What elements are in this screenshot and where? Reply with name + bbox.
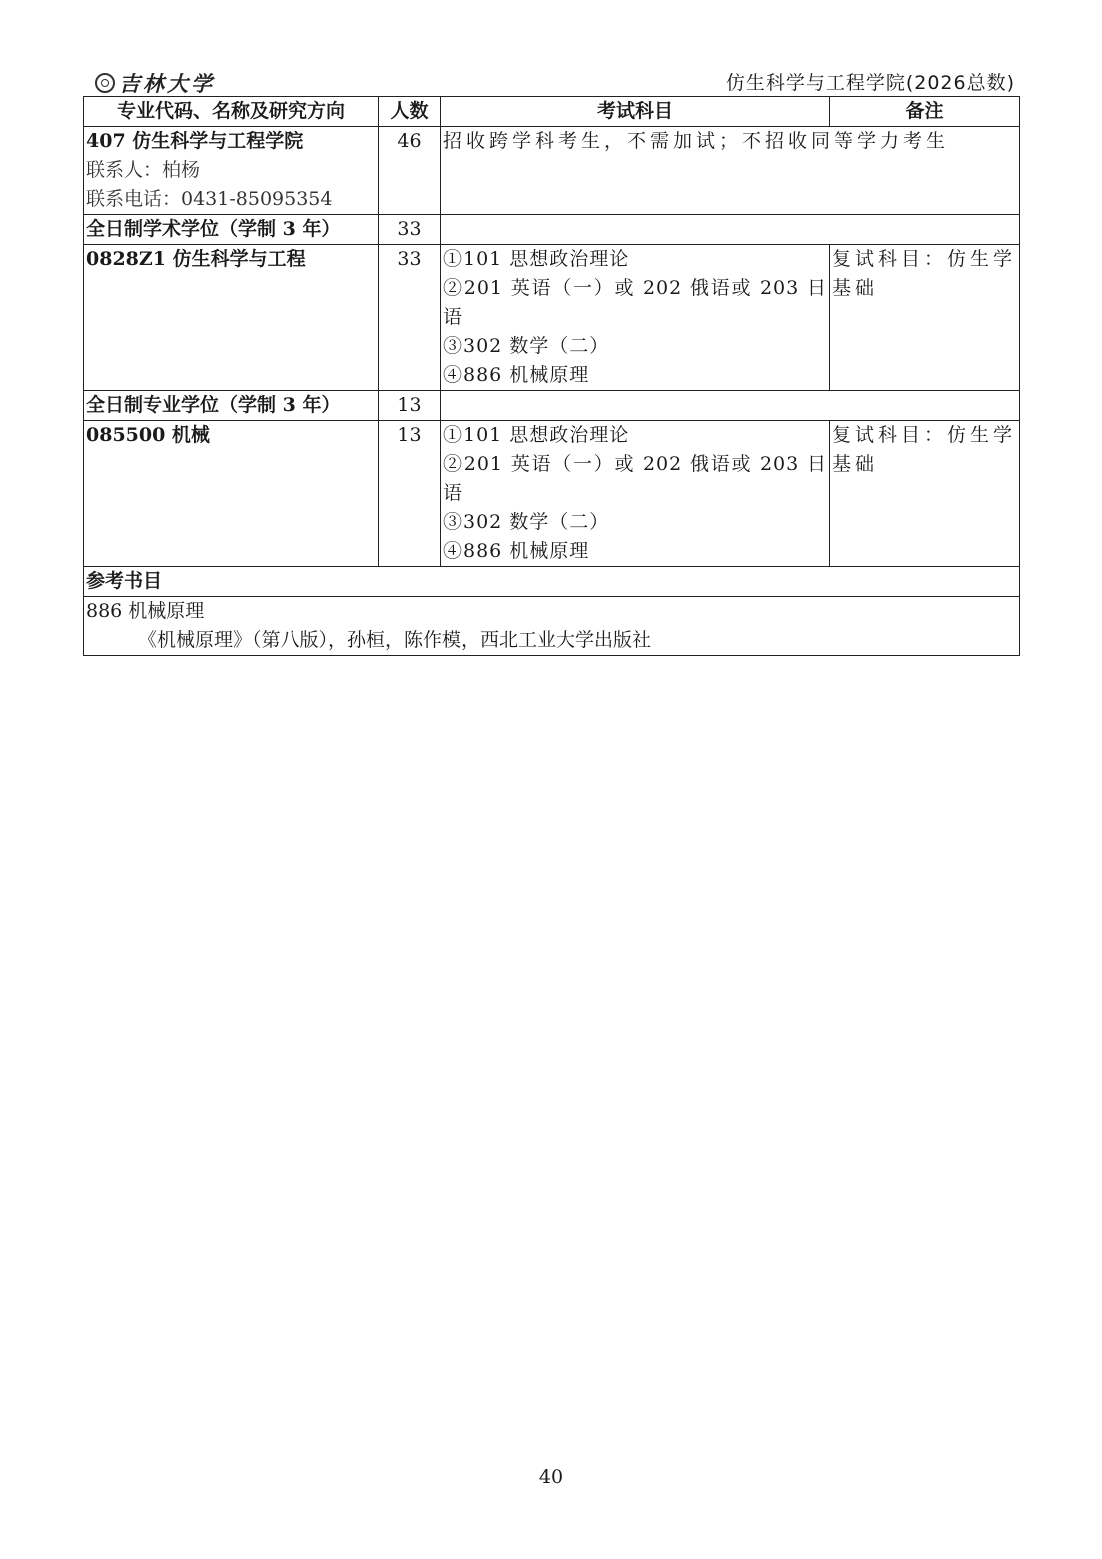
exam-item: ②201 英语（一）或 202 俄语或 203 日语 [443, 277, 827, 328]
column-header-major: 专业代码、名称及研究方向 [84, 97, 379, 127]
exam-item: ④886 机械原理 [443, 364, 590, 386]
program-count: 33 [379, 245, 441, 391]
section-empty-cell [441, 215, 1020, 245]
university-seal-icon [95, 73, 115, 93]
exam-item: ④886 机械原理 [443, 540, 590, 562]
college-row [84, 127, 1020, 215]
column-header-exam: 考试科目 [441, 97, 830, 127]
college-count: 46 [379, 127, 441, 215]
exam-item: ③302 数学（二） [443, 511, 610, 533]
exam-item: ③302 数学（二） [443, 335, 610, 357]
document-title: 仿生科学与工程学院(2026总数) [725, 72, 1015, 94]
program-count: 13 [379, 421, 441, 567]
references-title: 参考书目 [84, 567, 1020, 597]
program-exams [441, 245, 830, 391]
admissions-table [83, 96, 1020, 656]
section-count: 13 [379, 391, 441, 421]
page-header [83, 66, 1019, 96]
reference-subject: 886 机械原理 [86, 600, 205, 622]
reference-book: 《机械原理》（第八版），孙桓，陈作模，西北工业大学出版社 [138, 629, 652, 651]
exam-item: ①101 思想政治理论 [443, 248, 630, 270]
references-row [84, 597, 1020, 656]
column-header-count: 人数 [379, 97, 441, 127]
program-row [84, 245, 1020, 391]
table-header-row [84, 97, 1020, 127]
program-row [84, 421, 1020, 567]
section-empty-cell [441, 391, 1020, 421]
program-name: 085500 机械 [84, 421, 379, 567]
university-logo [95, 68, 215, 98]
college-name: 407 仿生科学与工程学院 [86, 130, 304, 152]
contact-phone: 联系电话：0431-85095354 [86, 188, 333, 210]
section-row-academic [84, 215, 1020, 245]
exam-item: ①101 思想政治理论 [443, 424, 630, 446]
section-row-professional [84, 391, 1020, 421]
contact-person: 联系人：柏杨 [86, 159, 201, 181]
page-number: 40 [538, 1466, 564, 1488]
column-header-note: 备注 [830, 97, 1020, 127]
program-note: 复试科目：仿生学基础 [830, 421, 1020, 567]
college-note: 招收跨学科考生，不需加试；不招收同等学力考生 [441, 127, 1020, 215]
exam-item: ②201 英语（一）或 202 俄语或 203 日语 [443, 453, 827, 504]
program-note: 复试科目：仿生学基础 [830, 245, 1020, 391]
references-cell [84, 597, 1020, 656]
section-title: 全日制学术学位（学制 3 年） [84, 215, 379, 245]
program-name: 0828Z1 仿生科学与工程 [84, 245, 379, 391]
references-header-row [84, 567, 1020, 597]
program-exams [441, 421, 830, 567]
logo-text: 吉林大学 [119, 71, 215, 96]
section-count: 33 [379, 215, 441, 245]
section-title: 全日制专业学位（学制 3 年） [84, 391, 379, 421]
